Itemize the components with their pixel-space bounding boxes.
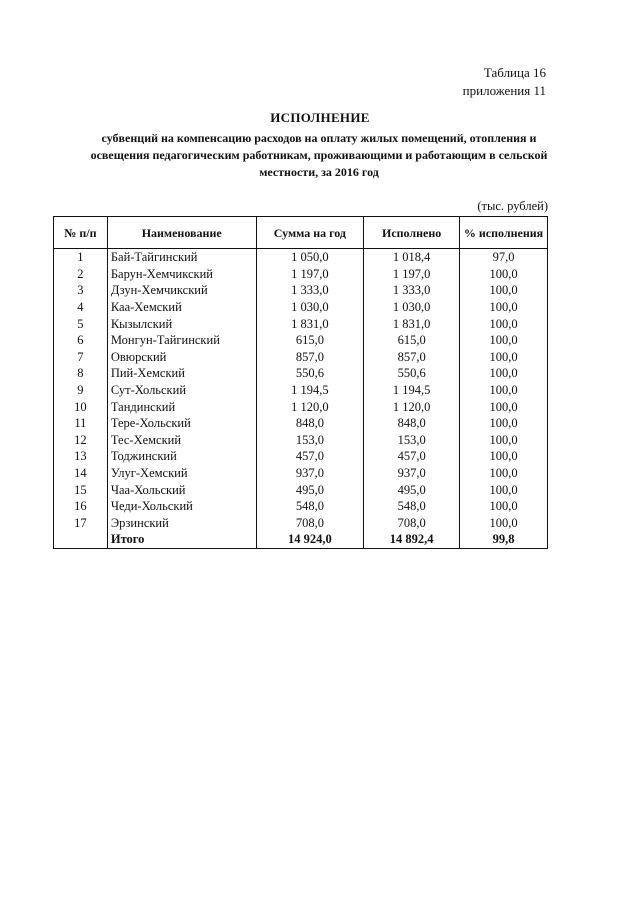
row-name: Пий-Хемский [107, 365, 256, 382]
row-number: 7 [54, 349, 108, 366]
table-row [54, 249, 548, 266]
row-number: 4 [54, 299, 108, 316]
row-percent: 100,0 [460, 481, 548, 498]
row-name: Чеди-Хольский [107, 498, 256, 515]
row-name: Монгун-Тайгинский [107, 332, 256, 349]
row-name: Улуг-Хемский [107, 465, 256, 482]
row-number: 9 [54, 382, 108, 399]
table-row [54, 448, 548, 465]
row-name: Овюрский [107, 349, 256, 366]
row-percent: 100,0 [460, 282, 548, 299]
row-percent: 100,0 [460, 398, 548, 415]
row-name: Тес-Хемский [107, 432, 256, 449]
row-number: 13 [54, 448, 108, 465]
row-executed: 495,0 [364, 481, 460, 498]
table-row [54, 498, 548, 515]
row-annual-sum: 848,0 [256, 415, 364, 432]
row-name: Тере-Хольский [107, 415, 256, 432]
row-number [54, 531, 108, 548]
row-executed: 457,0 [364, 448, 460, 465]
row-percent: 100,0 [460, 332, 548, 349]
table-row [54, 266, 548, 283]
row-annual-sum: 1 333,0 [256, 282, 364, 299]
row-executed: 848,0 [364, 415, 460, 432]
row-name: Чаа-Хольский [107, 481, 256, 498]
document-subtitle: субвенций на компенсацию расходов на оплату жилых помещений, отопления и освещения педагогическим работникам, проживающими и работающим в сельской местности, за 2016 год [90, 131, 548, 179]
header-number: № п/п [54, 217, 108, 249]
units-note: (тыс. рублей) [477, 199, 548, 213]
row-percent: 100,0 [460, 299, 548, 316]
row-name: Каа-Хемский [107, 299, 256, 316]
table-row [54, 415, 548, 432]
row-percent: 100,0 [460, 465, 548, 482]
table-row [54, 481, 548, 498]
row-number: 17 [54, 515, 108, 532]
row-number: 16 [54, 498, 108, 515]
row-executed: 1 197,0 [364, 266, 460, 283]
total-row [54, 531, 548, 548]
row-name: Итого [107, 531, 256, 548]
row-annual-sum: 1 030,0 [256, 299, 364, 316]
row-number: 12 [54, 432, 108, 449]
row-name: Барун-Хемчикский [107, 266, 256, 283]
row-annual-sum: 550,6 [256, 365, 364, 382]
row-name: Тандинский [107, 398, 256, 415]
row-percent: 100,0 [460, 415, 548, 432]
row-percent: 100,0 [460, 382, 548, 399]
row-executed: 1 120,0 [364, 398, 460, 415]
row-annual-sum: 153,0 [256, 432, 364, 449]
row-annual-sum: 457,0 [256, 448, 364, 465]
row-number: 3 [54, 282, 108, 299]
row-number: 6 [54, 332, 108, 349]
row-percent: 100,0 [460, 266, 548, 283]
row-percent: 100,0 [460, 498, 548, 515]
execution-table [53, 216, 548, 549]
row-percent: 100,0 [460, 448, 548, 465]
row-executed: 1 030,0 [364, 299, 460, 316]
row-number: 11 [54, 415, 108, 432]
table-reference [463, 64, 546, 100]
table-row [54, 299, 548, 316]
row-number: 14 [54, 465, 108, 482]
table-number: Таблица 16 [483, 65, 546, 80]
table-row [54, 282, 548, 299]
row-annual-sum: 1 197,0 [256, 266, 364, 283]
row-annual-sum: 1 194,5 [256, 382, 364, 399]
row-annual-sum: 495,0 [256, 481, 364, 498]
row-percent: 100,0 [460, 349, 548, 366]
header-percent: % исполнения [460, 217, 548, 249]
table-row [54, 382, 548, 399]
table-row [54, 332, 548, 349]
row-executed: 1 018,4 [364, 249, 460, 266]
table-row [54, 349, 548, 366]
row-annual-sum: 1 120,0 [256, 398, 364, 415]
row-executed: 550,6 [364, 365, 460, 382]
row-executed: 1 194,5 [364, 382, 460, 399]
row-percent: 100,0 [460, 315, 548, 332]
row-annual-sum: 1 831,0 [256, 315, 364, 332]
table-row [54, 315, 548, 332]
row-name: Дзун-Хемчикский [107, 282, 256, 299]
row-executed: 1 333,0 [364, 282, 460, 299]
row-number: 15 [54, 481, 108, 498]
row-executed: 153,0 [364, 432, 460, 449]
row-annual-sum: 615,0 [256, 332, 364, 349]
row-annual-sum: 708,0 [256, 515, 364, 532]
table-row [54, 398, 548, 415]
table-body [54, 249, 548, 549]
row-executed: 1 831,0 [364, 315, 460, 332]
row-number: 8 [54, 365, 108, 382]
header-name: Наименование [107, 217, 256, 249]
row-name: Сут-Хольский [107, 382, 256, 399]
row-number: 1 [54, 249, 108, 266]
header-annual-sum: Сумма на год [256, 217, 364, 249]
row-executed: 937,0 [364, 465, 460, 482]
table-row [54, 365, 548, 382]
table-row [54, 515, 548, 532]
header-executed: Исполнено [364, 217, 460, 249]
row-number: 5 [54, 315, 108, 332]
row-annual-sum: 548,0 [256, 498, 364, 515]
row-percent: 97,0 [460, 249, 548, 266]
row-annual-sum: 937,0 [256, 465, 364, 482]
row-percent: 100,0 [460, 365, 548, 382]
row-name: Эрзинский [107, 515, 256, 532]
row-executed: 708,0 [364, 515, 460, 532]
row-percent: 100,0 [460, 515, 548, 532]
row-percent: 100,0 [460, 432, 548, 449]
table-row [54, 465, 548, 482]
row-executed: 548,0 [364, 498, 460, 515]
document-title: ИСПОЛНЕНИЕ [270, 110, 370, 125]
row-executed: 615,0 [364, 332, 460, 349]
row-executed: 857,0 [364, 349, 460, 366]
table-row [54, 432, 548, 449]
row-annual-sum: 857,0 [256, 349, 364, 366]
row-annual-sum: 14 924,0 [256, 531, 364, 548]
appendix-number: приложения 11 [462, 83, 546, 98]
row-annual-sum: 1 050,0 [256, 249, 364, 266]
row-number: 10 [54, 398, 108, 415]
table-header-row [54, 217, 548, 249]
row-name: Бай-Тайгинский [107, 249, 256, 266]
row-percent: 99,8 [460, 531, 548, 548]
row-executed: 14 892,4 [364, 531, 460, 548]
row-name: Тоджинский [107, 448, 256, 465]
row-number: 2 [54, 266, 108, 283]
row-name: Кызылский [107, 315, 256, 332]
